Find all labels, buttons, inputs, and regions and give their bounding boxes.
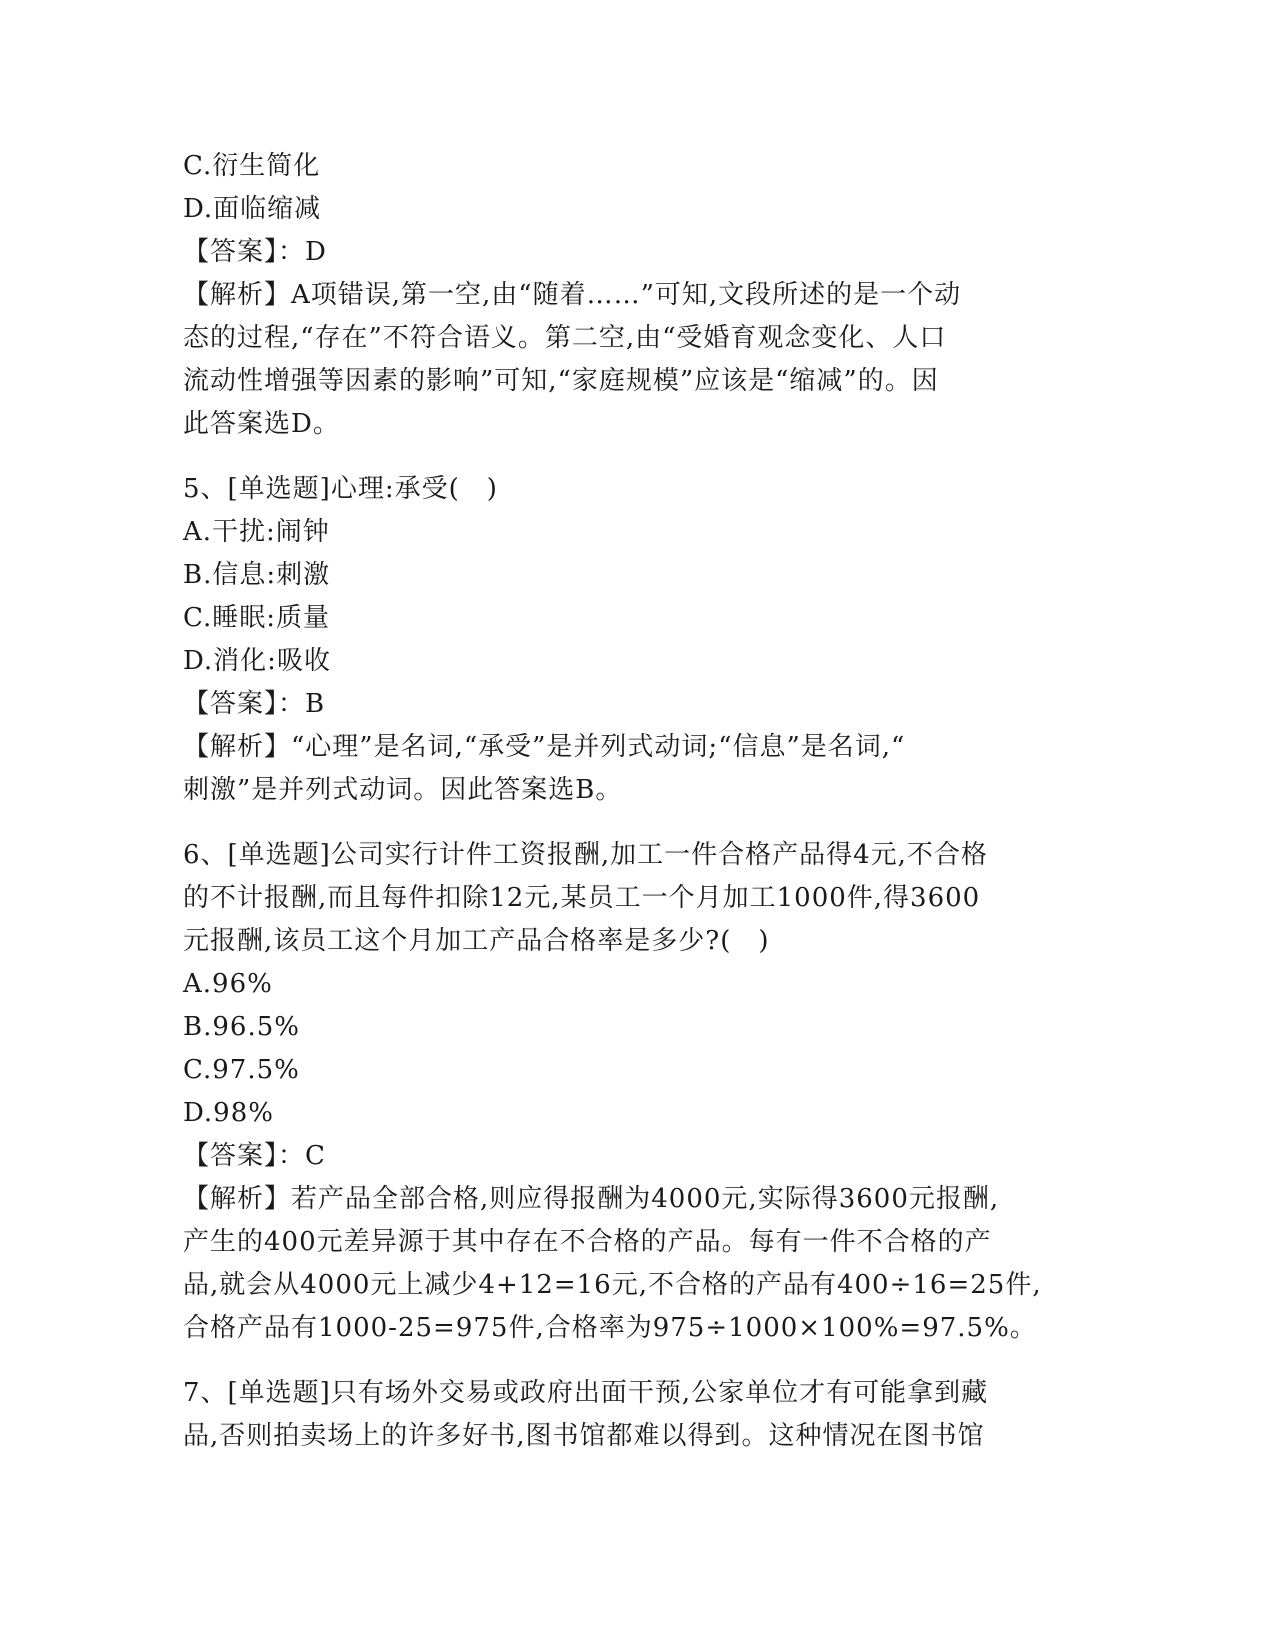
analysis-line: 刺激”是并列式动词。因此答案选B。 [183, 775, 623, 805]
question-7-block [183, 1372, 1083, 1458]
option-a: A.96% [183, 969, 273, 999]
prev-question-block [183, 145, 1083, 446]
analysis-line: 流动性增强等因素的影响”可知,“家庭规模”应该是“缩减”的。因 [183, 366, 939, 396]
option-b: B.96.5% [183, 1012, 300, 1042]
stem-line: 7、[单选题]只有场外交易或政府出面干预,公家单位才有可能拿到藏 [183, 1378, 989, 1408]
stem-line: 6、[单选题]公司实行计件工资报酬,加工一件合格产品得4元,不合格 [183, 840, 988, 870]
answer-line: 【答案】：B [183, 689, 326, 719]
document-page [183, 145, 1083, 1458]
analysis-paragraph [183, 1178, 1083, 1350]
option-c: C.97.5% [183, 1055, 300, 1085]
option-c: C.睡眠:质量 [183, 603, 330, 633]
analysis-paragraph [183, 726, 1083, 812]
analysis-line: 态的过程,“存在”不符合语义。第二空,由“受婚育观念变化、人口 [183, 323, 947, 353]
analysis-line: 【解析】若产品全部合格,则应得报酬为4000元,实际得3600元报酬, [183, 1184, 1000, 1214]
option-d: D.98% [183, 1098, 274, 1128]
analysis-line: 合格产品有1000-25=975件,合格率为975÷1000×100%=97.5%。 [183, 1313, 1037, 1343]
question-5-block [183, 468, 1083, 812]
option-a: A.干扰:闹钟 [183, 517, 330, 547]
analysis-line: 此答案选D。 [183, 409, 340, 439]
stem-line: 的不计报酬,而且每件扣除12元,某员工一个月加工1000件,得3600 [183, 883, 981, 913]
analysis-line: 【解析】A项错误,第一空,由“随着……”可知,文段所述的是一个动 [183, 280, 962, 310]
analysis-line: 【解析】“心理”是名词,“承受”是并列式动词;“信息”是名词,“ [183, 732, 906, 762]
option-b: B.信息:刺激 [183, 560, 331, 590]
question-6-block [183, 834, 1083, 1350]
stem-line: 品,否则拍卖场上的许多好书,图书馆都难以得到。这种情况在图书馆 [183, 1421, 985, 1451]
question-stem [183, 1372, 1083, 1458]
question-stem: 5、[单选题]心理:承受( ) [183, 474, 498, 504]
option-d: D.面临缩减 [183, 194, 322, 224]
option-c: C.衍生简化 [183, 151, 321, 181]
stem-line: 元报酬,该员工这个月加工产品合格率是多少?( ) [183, 926, 770, 956]
option-d: D.消化:吸收 [183, 646, 331, 676]
answer-line: 【答案】：C [183, 1141, 326, 1171]
analysis-line: 品,就会从4000元上减少4+12=16元,不合格的产品有400÷16=25件, [183, 1270, 1042, 1300]
answer-line: 【答案】：D [183, 237, 327, 267]
analysis-line: 产生的400元差异源于其中存在不合格的产品。每有一件不合格的产 [183, 1227, 992, 1257]
analysis-paragraph [183, 274, 1083, 446]
question-stem [183, 834, 1083, 963]
